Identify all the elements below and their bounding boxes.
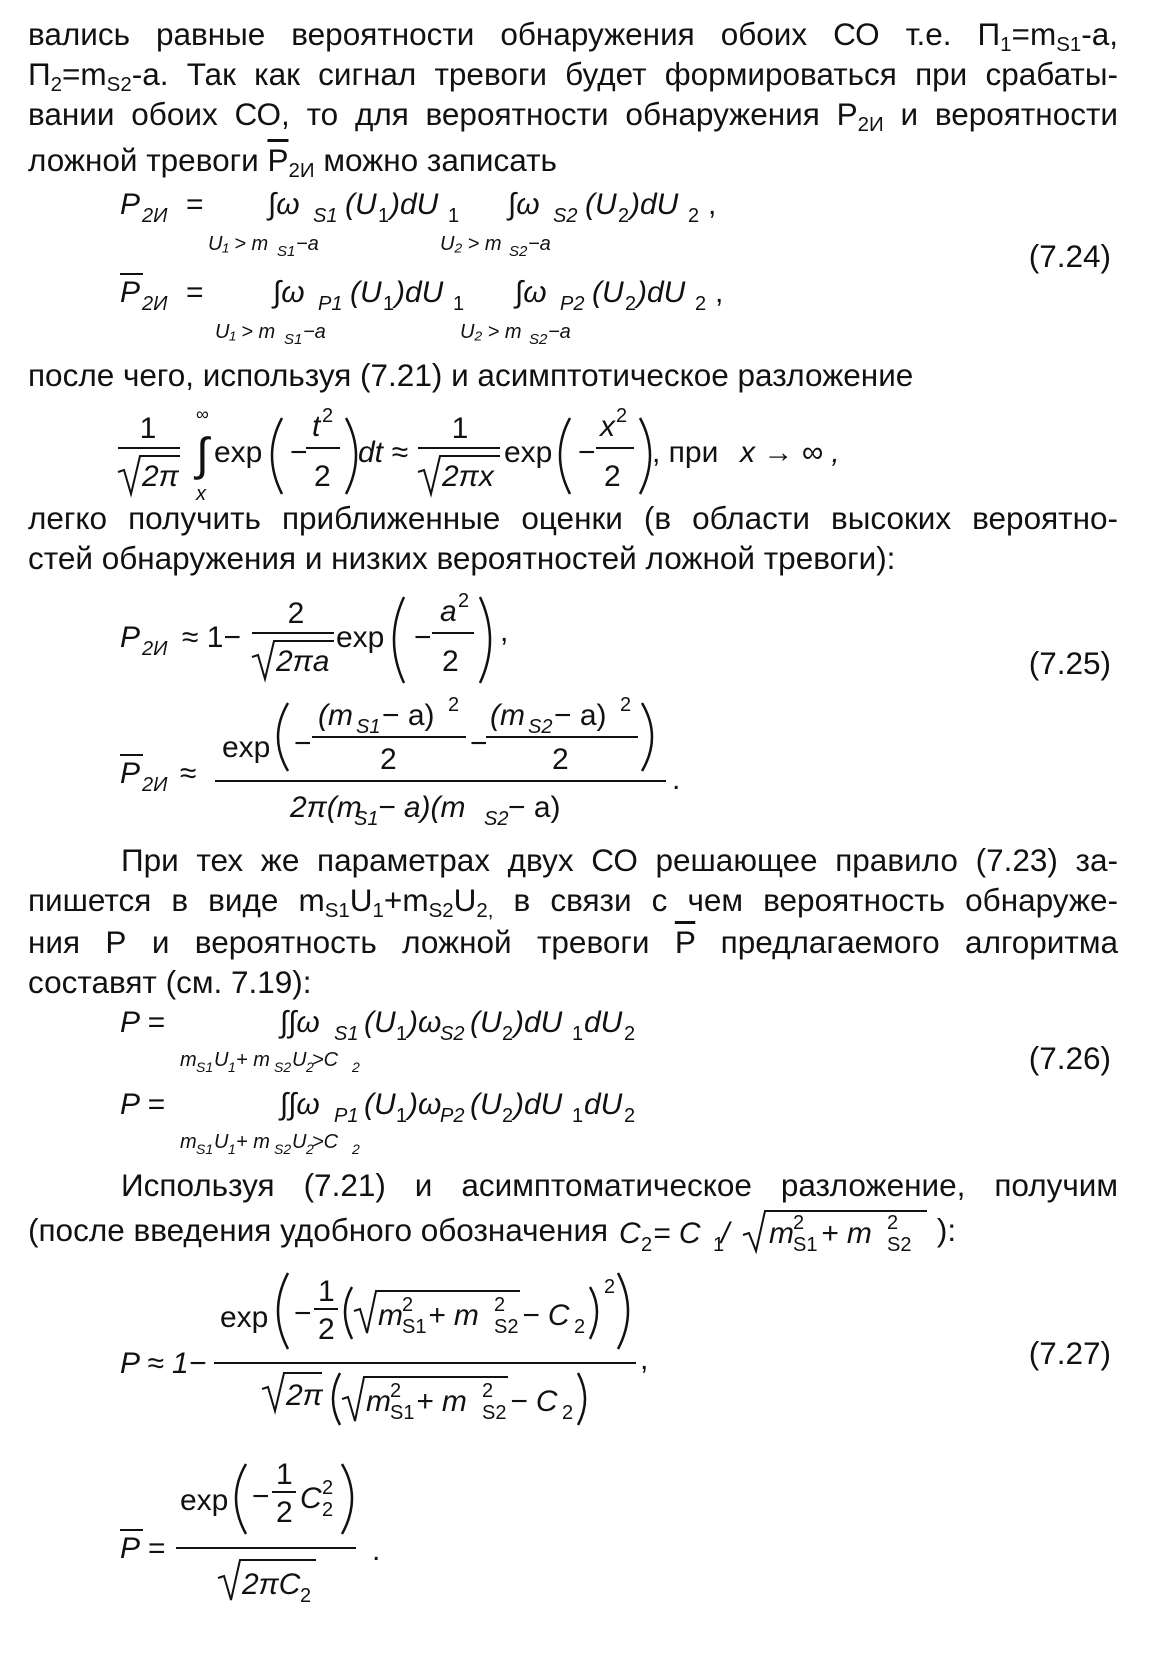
asym-minus1: − xyxy=(290,436,308,469)
eq724-r1-eq: = xyxy=(186,188,204,221)
paragraph-intro-line-3: вании обоих СО, то для вероятности обнаружения $Р_{2И}$ и вероятности xyxy=(28,96,1118,137)
asym-tail: , при xyxy=(652,436,719,469)
eqpbar-half-n: 1 xyxy=(276,1458,293,1491)
eq726-r1-a2: (U xyxy=(470,1006,502,1039)
eq727-end: , xyxy=(640,1343,649,1376)
eq727-d-m2-sup: 2 xyxy=(482,1380,494,1402)
eq725-r2-lhs: P xyxy=(120,757,141,790)
inline-plus: + m xyxy=(820,1217,872,1250)
paragraph-rule-line-2: пишется в виде $m_{S1}U_1+m_{S2}U_{2,}$ в связи с чем вероятность обнаруже- xyxy=(28,882,1118,923)
eq727-minus: − xyxy=(294,1297,312,1330)
eq724-r2-int2-d: )dU xyxy=(637,276,686,309)
eq726-r2-lim: m xyxy=(180,1131,197,1153)
eq726-r2-ds2: 2 xyxy=(624,1105,636,1127)
equation-asymptotic-expansion xyxy=(0,400,1169,510)
asym-t: t xyxy=(312,410,321,443)
eq726-r2-lim-s2: S2 xyxy=(274,1141,292,1157)
inline-c2-definition xyxy=(617,1207,937,1255)
eq725-r1-den: 2πa xyxy=(276,645,330,678)
eq724-r2-int2: ∫ω xyxy=(515,276,547,309)
asym-paren-l1 xyxy=(272,418,282,494)
eq724-r1-int1-d-sub: 1 xyxy=(448,205,460,227)
eq727-den-sqrt: 2π xyxy=(286,1379,323,1412)
eq726-r2-lim-u2s: 2 xyxy=(306,1141,314,1157)
inline-m2-sub: S2 xyxy=(886,1234,912,1255)
eq725-r2-approx: ≈ xyxy=(180,757,197,790)
eqpbar-exp: exp xyxy=(180,1484,229,1517)
eq726-r2-d2: dU xyxy=(584,1088,623,1121)
eq724-r1-int1: ∫ω xyxy=(268,188,300,221)
asym-minus2: − xyxy=(578,436,596,469)
asym-cond: x → ∞ , xyxy=(740,436,840,469)
eq724-r1-int2: ∫ω xyxy=(508,188,540,221)
eq726-r2-d: )dU xyxy=(514,1088,563,1121)
eq724-r1-int2-arg: (U xyxy=(585,188,617,221)
eq725-r1-minus: − xyxy=(414,621,432,654)
eqpbar-den-sub: 2 xyxy=(300,1585,312,1607)
equation-7-25 xyxy=(0,585,1169,830)
equation-number-7-25: (7.25) xyxy=(1028,645,1111,681)
eq725-r2-den-a: 2π(m xyxy=(290,791,362,824)
eq726-r1-d2: dU xyxy=(584,1006,623,1039)
eq727-paren-outer-l xyxy=(278,1273,288,1349)
eq726-r2-lim-u1: U xyxy=(214,1131,229,1153)
paragraph-rule-line-4: составят (см. 7.19): xyxy=(28,964,312,1000)
asym-exp2: exp xyxy=(504,436,553,469)
asym-two2: 2 xyxy=(604,460,621,493)
eq725-r2-lhs-sub: 2И xyxy=(142,774,168,796)
eq725-r1-lhs-sub: 2И xyxy=(142,638,168,660)
eq724-r1-int2-sub: S2 xyxy=(553,205,578,227)
inline-m1: m xyxy=(768,1217,794,1250)
eq726-r2-s2: P2 xyxy=(440,1105,465,1127)
eq727-cs: 2 xyxy=(574,1316,586,1338)
eqpbar-half-d: 2 xyxy=(276,1496,293,1529)
asym-two1: 2 xyxy=(314,460,331,493)
eq726-r1-lim-u1s: 1 xyxy=(228,1059,236,1075)
asym-x-sup: 2 xyxy=(616,405,628,427)
eqpbar-eq: = xyxy=(148,1532,166,1565)
eq726-r1-lim-tail: >C xyxy=(312,1049,339,1071)
eq724-r2-lhs: P xyxy=(120,276,141,309)
eq726-r2-int: ∫∫ω xyxy=(280,1088,320,1121)
asym-paren-l2 xyxy=(560,418,570,494)
eq727-d-m1-sup: 2 xyxy=(390,1380,402,1402)
asym-paren-r2 xyxy=(640,418,650,494)
inline-c2-sub: 2 xyxy=(640,1234,652,1255)
eq727-m1-sub: S1 xyxy=(402,1316,427,1338)
inline-c1-sub: 1 xyxy=(712,1234,724,1255)
eq725-r1-asup: 2 xyxy=(458,590,470,612)
eq724-r1-int2-d: )dU xyxy=(630,188,679,221)
eq724-r1-int1-d: )dU xyxy=(390,188,439,221)
eq725-r2-n2-tail: − a) xyxy=(554,699,607,732)
eq726-r2-lim-tail: >C xyxy=(312,1131,339,1153)
eq727-paren-inner-l xyxy=(345,1287,352,1339)
eq725-r1-a: a xyxy=(440,595,457,628)
eq725-r1-paren-r xyxy=(480,597,490,683)
eq727-d-cs: 2 xyxy=(562,1402,574,1424)
asym-x-limit: x xyxy=(196,483,206,505)
paragraph-asymptotic-intro: после чего, используя (7.21) и асимптотическое разложение xyxy=(28,357,914,393)
eq725-r2-n1: (m xyxy=(318,699,353,732)
eq727-d-plus: + m xyxy=(416,1385,467,1418)
equation-7-27 xyxy=(0,1265,1169,1435)
eq726-r2-w2: )ω xyxy=(408,1088,442,1121)
inline-m2-sup: 2 xyxy=(886,1212,898,1234)
eq727-outsup: 2 xyxy=(604,1276,616,1298)
eq726-r1-lim-cs: 2 xyxy=(352,1059,360,1075)
eq727-den-paren-r xyxy=(578,1373,585,1425)
eqpbar-paren-r xyxy=(342,1464,352,1534)
eq724-r2-int1-d: )dU xyxy=(395,276,444,309)
equation-7-24 xyxy=(0,180,1169,350)
asym-sqrt2pi: 2π xyxy=(142,460,179,493)
eq726-r1-lim-s1: S1 xyxy=(196,1059,214,1075)
eq727-paren-inner-r xyxy=(590,1287,597,1339)
eq725-r2-end: . xyxy=(672,763,681,796)
eq725-r2-den-s2: S2 xyxy=(484,808,509,830)
eq724-r1-lim2-tail: −a xyxy=(528,233,551,255)
eq725-r2-den-c: − a) xyxy=(508,791,561,824)
eq726-r2-ds1: 1 xyxy=(572,1105,584,1127)
eq725-r1-end: , xyxy=(500,615,509,648)
eq727-half-n: 1 xyxy=(318,1275,335,1308)
eq724-r1-lim2: U₂ > m xyxy=(440,233,502,255)
eq724-r2-int1: ∫ω xyxy=(273,276,305,309)
eq725-r1-exp: exp xyxy=(336,621,385,654)
eq724-r2-int2-sub: P2 xyxy=(560,293,585,315)
eq727-den-paren-l xyxy=(333,1373,340,1425)
asym-sqrt2pix: 2πx xyxy=(442,460,494,493)
eq724-r2-int2-arg-sub: 2 xyxy=(625,293,637,315)
eq724-r1-lhs: P xyxy=(120,188,141,221)
eq725-r2-den-s1: S1 xyxy=(354,808,379,830)
eq725-r2-den-b: − a)(m xyxy=(378,791,466,824)
inline-slash: / xyxy=(720,1217,730,1250)
eq724-r2-int2-d-sub: 2 xyxy=(695,293,707,315)
eq725-r2-paren-l xyxy=(278,703,288,771)
eq725-r2-n2: (m xyxy=(490,699,525,732)
paragraph-rule-line-3: ния Р и вероятность ложной тревоги $\overline{P}$ предлагаемого алгоритма xyxy=(28,924,1118,960)
eqpbar-paren-l xyxy=(236,1464,246,1534)
eq724-r2-lim2-sub: S2 xyxy=(529,331,548,348)
eqpbar-csub: 2 xyxy=(322,1499,334,1521)
eq726-r2-lim-s1: S1 xyxy=(196,1141,214,1157)
asym-one: 1 xyxy=(139,412,157,445)
eq727-d-m2-sub: S2 xyxy=(482,1402,507,1424)
eq724-r2-lim1: U₁ > m xyxy=(215,321,276,343)
equation-number-7-27: (7.27) xyxy=(1028,1335,1111,1371)
inline-m1-sub: S1 xyxy=(792,1234,818,1255)
eq724-r1-lhs-sub: 2И xyxy=(142,205,168,227)
eq726-r2-a1: (U xyxy=(364,1088,396,1121)
eqpbar-minus: − xyxy=(252,1480,270,1513)
eq725-r2-n1-sub: S1 xyxy=(356,716,381,738)
eq725-r2-d2: 2 xyxy=(552,743,569,776)
eq726-r1-lim: m xyxy=(180,1049,197,1071)
eqpbar-csup: 2 xyxy=(322,1477,334,1499)
eq727-m2-sub: S2 xyxy=(494,1316,519,1338)
paragraph-using-line-2: (после введения удобного обозначения C 2 = C 1 / m 2 S1 + m 2 S2 ): xyxy=(28,1207,1118,1259)
asym-inf: ∞ xyxy=(196,404,209,424)
eq727-plus: + m xyxy=(428,1299,479,1332)
paragraph-estimates-line-1: легко получить приближенные оценки (в области высоких вероятно- xyxy=(28,500,1118,536)
eq725-r2-n1-tail: − a) xyxy=(382,699,435,732)
eq726-r2-a2s: 2 xyxy=(502,1105,514,1127)
eq727-paren-outer-r xyxy=(618,1273,628,1349)
eq727-m2-sup: 2 xyxy=(494,1294,506,1316)
equation-p-bar xyxy=(0,1448,1169,1653)
paragraph-intro-line-4: ложной тревоги $\overline{P}_{2И}$ можно записать xyxy=(28,142,557,183)
eq725-r2-n2-sub: S2 xyxy=(528,716,553,738)
eq725-r2-minus1: − xyxy=(294,727,312,760)
eq724-r2-int1-sub: P1 xyxy=(318,293,343,315)
eq724-r2-int2-arg: (U xyxy=(592,276,624,309)
eq727-minusC: − C xyxy=(522,1299,570,1332)
equation-number-7-26: (7.26) xyxy=(1028,1040,1111,1076)
eq725-r2-n2-sup: 2 xyxy=(620,694,632,716)
eq726-r1-d: )dU xyxy=(514,1006,563,1039)
eq726-r1-w2: )ω xyxy=(408,1006,442,1039)
eq725-r1-num: 2 xyxy=(287,597,305,630)
eq726-r2-lhs: P = xyxy=(120,1088,165,1121)
eq727-d-minusC: − C xyxy=(510,1385,558,1418)
eqpbar-end: . xyxy=(372,1534,381,1567)
eq724-r1-int1-arg: (U xyxy=(345,188,377,221)
eqpbar-den: 2πC xyxy=(242,1568,301,1601)
asym-exp1: exp xyxy=(214,436,263,469)
eq725-r2-exp: exp xyxy=(222,731,271,764)
eq726-r1-s1: S1 xyxy=(334,1023,359,1045)
eq724-r1-int1-arg-sub: 1 xyxy=(378,205,390,227)
paragraph-intro-line-1: вались равные вероятности обнаружения обоих СО т.е. $П_1=m_{S1}-a$, xyxy=(28,16,1118,57)
eq726-r2-lim-u2: U xyxy=(292,1131,307,1153)
eq725-r1-two: 2 xyxy=(442,645,459,678)
eq727-m1: m xyxy=(378,1299,403,1332)
eq725-r2-paren-r xyxy=(642,703,652,771)
eq725-r2-n1-sup: 2 xyxy=(448,694,460,716)
eq726-r1-lhs: P = xyxy=(120,1006,165,1039)
eq724-r1-lim2-sub: S2 xyxy=(509,243,528,260)
eq726-r1-lim-u1: U xyxy=(214,1049,229,1071)
eq726-r2-lim-cs: 2 xyxy=(352,1141,360,1157)
eq724-r2-int1-arg: (U xyxy=(350,276,382,309)
eq727-half-d: 2 xyxy=(318,1313,335,1346)
eq726-r2-lim-plus: + m xyxy=(236,1131,270,1153)
eq724-r1-end: , xyxy=(708,188,717,221)
eq724-r1-lim1: U₁ > m xyxy=(208,233,269,255)
eq724-r2-lim2: U₂ > m xyxy=(460,321,522,343)
eqpbar-lhs: P xyxy=(120,1532,141,1565)
eq726-r1-lim-u2s: 2 xyxy=(306,1059,314,1075)
eq724-r2-lim1-tail: −a xyxy=(303,321,326,343)
eq725-r1-approx: ≈ 1− xyxy=(182,621,242,654)
eq726-r2-lim-u1s: 1 xyxy=(228,1141,236,1157)
paragraph-estimates-line-2: стей обнаружения и низких вероятностей ложной тревоги): xyxy=(28,540,896,576)
equation-7-26 xyxy=(0,1000,1169,1160)
eq726-r1-s2: S2 xyxy=(440,1023,465,1045)
asym-int: ∫ xyxy=(196,428,209,480)
asym-one2: 1 xyxy=(451,412,469,445)
eq724-r1-int2-arg-sub: 2 xyxy=(618,205,630,227)
paragraph-rule-line-1: При тех же параметрах двух СО решающее правило (7.23) за- xyxy=(121,842,1118,878)
equation-number-7-24: (7.24) xyxy=(1028,238,1111,274)
asym-x: x xyxy=(600,410,615,443)
eq724-r1-int2-d-sub: 2 xyxy=(688,205,700,227)
eq725-r1-lhs: P xyxy=(120,621,141,654)
eq726-r1-lim-u2: U xyxy=(292,1049,307,1071)
eq724-r2-end: , xyxy=(715,276,724,309)
eqpbar-c: C xyxy=(300,1482,322,1515)
eq724-r2-int1-arg-sub: 1 xyxy=(383,293,395,315)
eq726-r1-a2s: 2 xyxy=(502,1023,514,1045)
eq724-r1-lim1-sub: S1 xyxy=(277,243,296,260)
eq724-r2-lim1-sub: S1 xyxy=(284,331,303,348)
eq726-r1-a1s: 1 xyxy=(396,1023,408,1045)
eq724-r1-int1-sub: S1 xyxy=(313,205,338,227)
eq725-r1-paren-l xyxy=(394,597,404,683)
eq726-r2-a1s: 1 xyxy=(396,1105,408,1127)
eq724-r2-lim2-tail: −a xyxy=(548,321,571,343)
asym-dt: dt ≈ xyxy=(358,436,408,469)
eq727-d-m1-sub: S1 xyxy=(390,1402,415,1424)
eq726-r1-lim-plus: + m xyxy=(236,1049,270,1071)
eq727-m1-sup: 2 xyxy=(402,1294,414,1316)
eq727-lhs: P ≈ 1− xyxy=(120,1347,207,1380)
eq726-r2-a2: (U xyxy=(470,1088,502,1121)
paragraph-using-line-1: Используя (7.21) и асимптоматическое разложение, получим xyxy=(121,1167,1118,1203)
eq726-r2-s1: P1 xyxy=(334,1105,359,1127)
inline-m1-sup: 2 xyxy=(792,1212,804,1234)
eq724-r2-eq: = xyxy=(186,276,204,309)
inline-c2: C xyxy=(618,1217,641,1250)
eq726-r1-ds1: 1 xyxy=(572,1023,584,1045)
eq725-r2-minus2: − xyxy=(470,727,488,760)
eq727-exp: exp xyxy=(220,1301,269,1334)
eq724-r2-int1-d-sub: 1 xyxy=(453,293,465,315)
eq724-r1-lim1-tail: −a xyxy=(296,233,319,255)
asym-paren-r1 xyxy=(346,418,356,494)
inline-c2-eq: = C xyxy=(652,1217,701,1250)
eq726-r1-a1: (U xyxy=(364,1006,396,1039)
eq726-r1-ds2: 2 xyxy=(624,1023,636,1045)
eq726-r1-int: ∫∫ω xyxy=(280,1006,320,1039)
eq727-d-m1: m xyxy=(366,1385,391,1418)
eq725-r2-d1: 2 xyxy=(380,743,397,776)
eq724-r2-lhs-sub: 2И xyxy=(142,293,168,315)
asym-t-sup: 2 xyxy=(322,405,334,427)
paragraph-intro-line-2: $П_2=m_{S2}-a$. Так как сигнал тревоги будет формироваться при срабаты- xyxy=(28,56,1118,97)
eq726-r1-lim-s2: S2 xyxy=(274,1059,292,1075)
